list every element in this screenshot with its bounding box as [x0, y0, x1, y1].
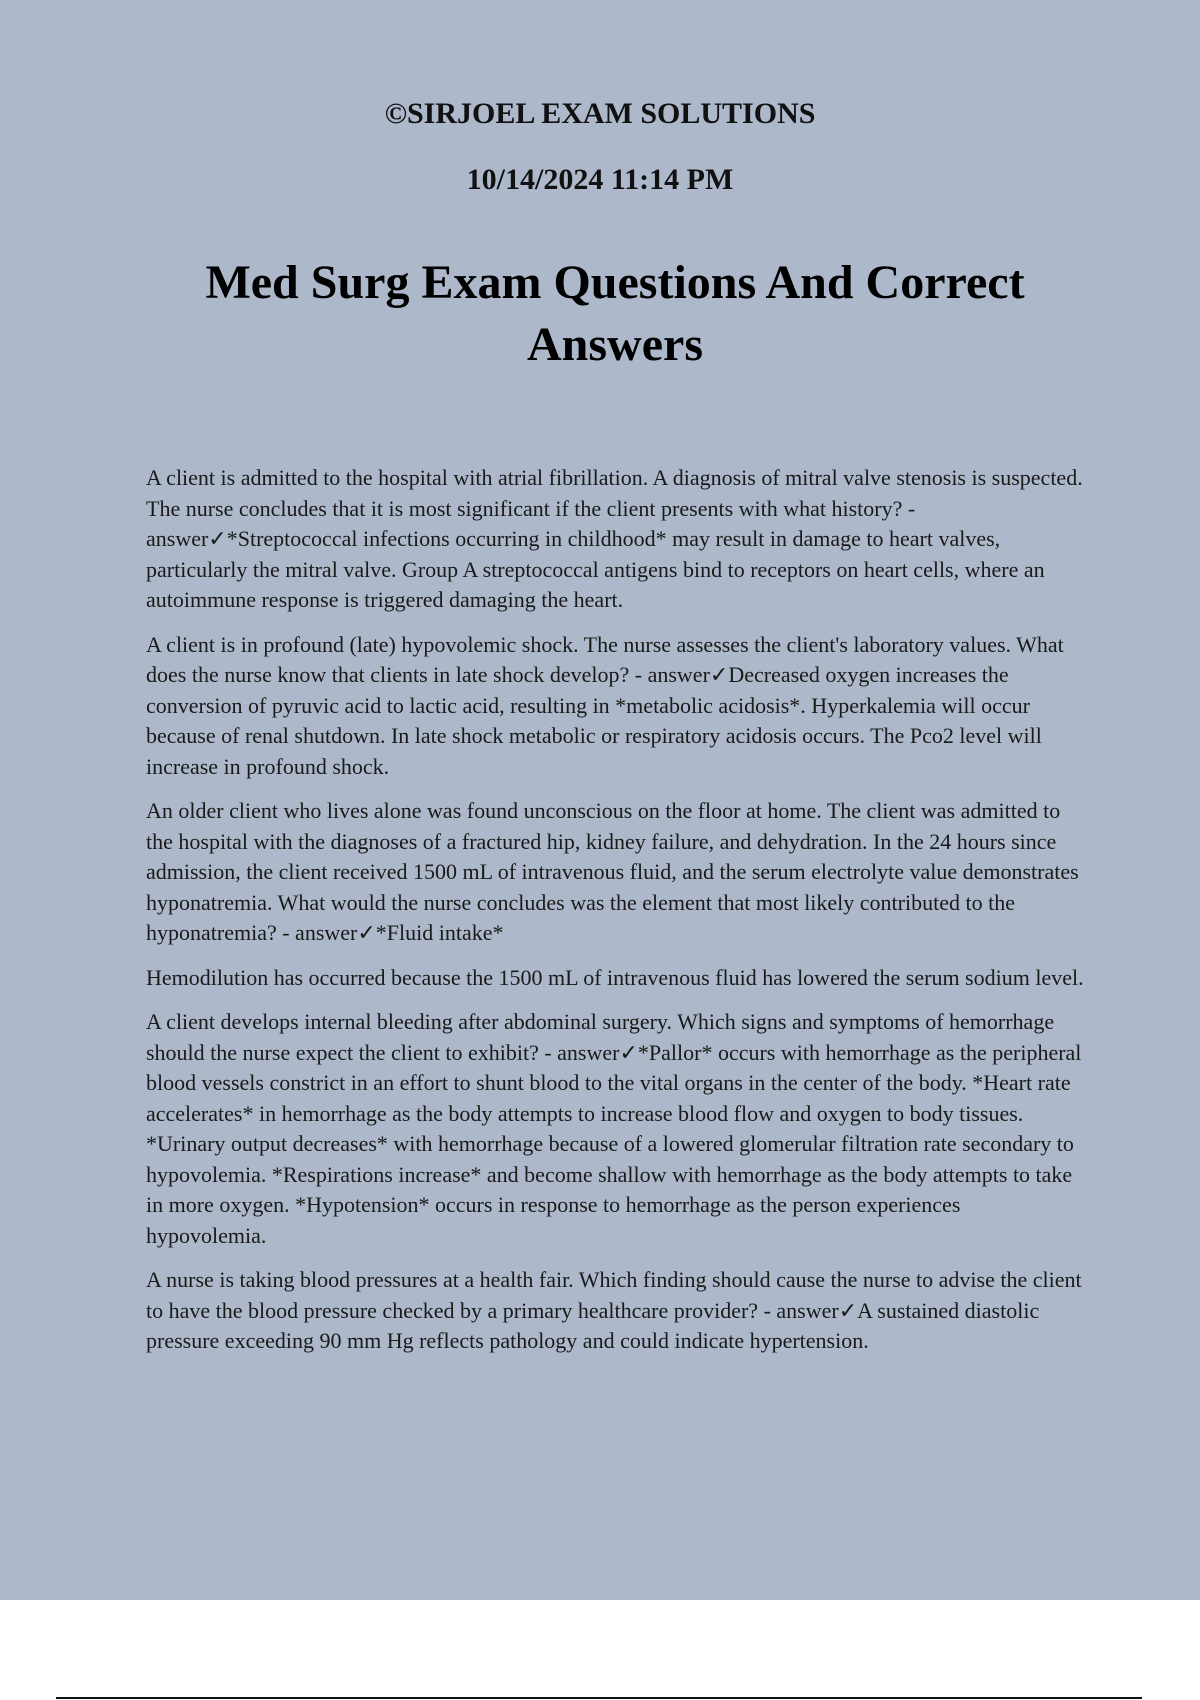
footer-divider — [56, 1697, 1142, 1699]
qa-paragraph-4: Hemodilution has occurred because the 1500 mL of intravenous fluid has lowered the serum sodium level. — [146, 964, 1084, 990]
qa-paragraph-5: A client develops internal bleeding after abdominal surgery. Which signs and symptoms of hemorrhage should the nurse expect the client to exhibit? - answer✓*Pallor* occurs with hemorrhage as the peripheral blood vessels constrict in an effort to shunt blood to the vital organs in the center of the body. *Heart rate accelerates* in hemorrhage as the body attempts to increase blood flow and oxygen to body tissues. *Urinary output decreases* with hemorrhage because of a lowered glomerular filtration rate secondary to hypovolemia. *Respirations increase* and become shallow with hemorrhage as the body attempts to take in more oxygen. *Hypotension* occurs in response to hemorrhage as the person experiences hypovolemia. — [146, 1009, 1082, 1248]
qa-paragraph-2: A client is in profound (late) hypovolemic shock. The nurse assesses the client's laboratory values. What does the nurse know that clients in late shock develop? - answer✓Decreased oxygen increases the conversion of pyruvic acid to lactic acid, resulting in *metabolic acidosis*. Hyperkalemia will occur because of renal shutdown. In late shock metabolic or respiratory acidosis occurs. The Pco2 level will increase in profound shock. — [146, 631, 1064, 779]
document-title: Med Surg Exam Questions And Correct Answers — [205, 256, 1025, 371]
question-answer-list — [146, 463, 1086, 1371]
qa-paragraph-1: A client is admitted to the hospital with atrial fibrillation. A diagnosis of mitral valve stenosis is suspected. The nurse concludes that it is most significant if the client presents with what history? - answer✓*Streptococcal infections occurring in childhood* may result in damage to heart valves, particularly the mitral valve. Group A streptococcal antigens bind to receptors on heart cells, where an autoimmune response is triggered damaging the heart. — [146, 465, 1083, 612]
qa-paragraph-6: A nurse is taking blood pressures at a health fair. Which finding should cause the nurse to advise the client to have the blood pressure checked by a primary healthcare provider? - answer✓A sustained diastolic pressure exceeding 90 mm Hg reflects pathology and could indicate hypertension. — [146, 1267, 1082, 1353]
document-datetime: 10/14/2024 11:14 PM — [466, 163, 734, 196]
organization-header: ©SIRJOEL EXAM SOLUTIONS — [384, 97, 816, 130]
qa-paragraph-3: An older client who lives alone was found unconscious on the floor at home. The client was admitted to the hospital with the diagnoses of a fractured hip, kidney failure, and dehydration. In the 24 hours since admission, the client received 1500 mL of intravenous fluid, and the serum electrolyte value demonstrates hyponatremia. What would the nurse concludes was the element that most likely contributed to the hyponatremia? - answer✓*Fluid intake* — [146, 798, 1079, 945]
